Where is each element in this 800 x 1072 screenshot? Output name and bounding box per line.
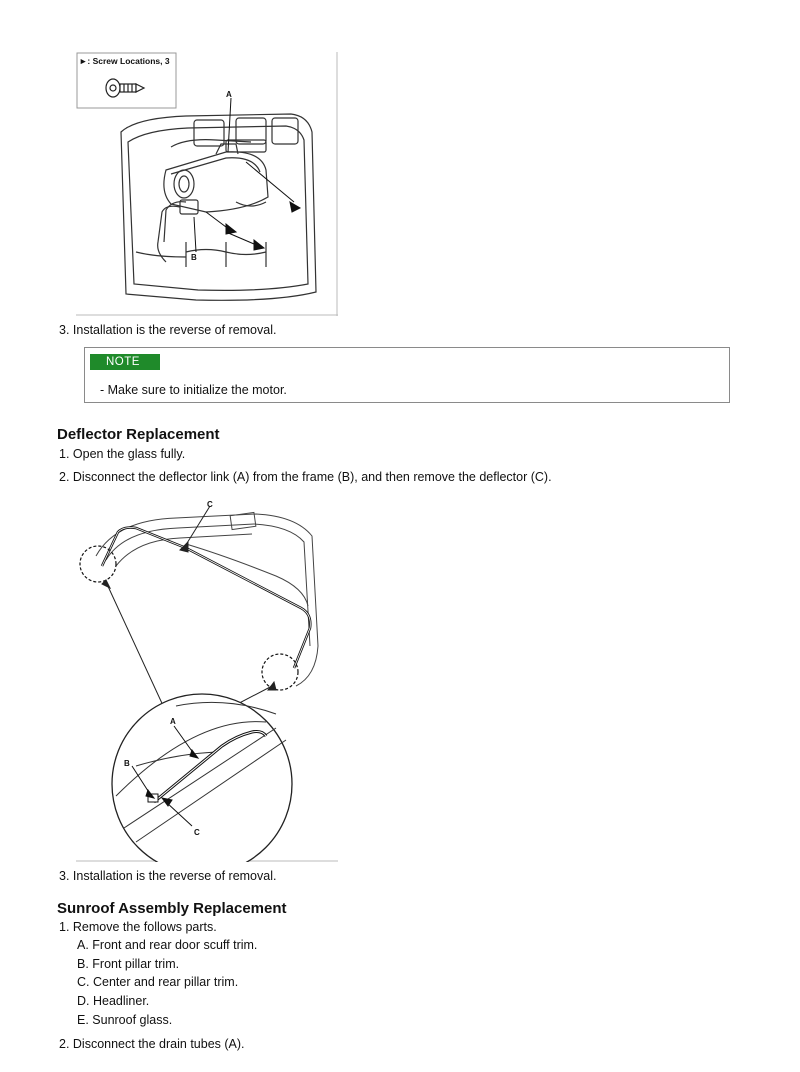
deflector-step-1: 1. Open the glass fully. [59,447,186,461]
deflector-illustration [76,496,338,862]
label-c-top: C [207,500,213,509]
note-badge: NOTE [90,354,160,370]
screw-icon [106,79,144,97]
sunroof-step-1: 1. Remove the follows parts. [59,920,217,934]
motor-illustration [76,52,338,316]
sunroof-step-2: 2. Disconnect the drain tubes (A). [59,1037,245,1051]
sunroof-part-e: E. Sunroof glass. [77,1013,173,1027]
label-a: A [226,90,232,99]
sunroof-part-c: C. Center and rear pillar trim. [77,975,239,989]
deflector-step-2: 2. Disconnect the deflector link (A) from the frame (B), and then remove the deflector (C). [59,470,552,484]
label-c-magnified: C [194,828,200,837]
note-box [84,347,730,403]
sunroof-part-d: D. Headliner. [77,994,150,1008]
legend-text: ►: Screw Locations, 3 [79,56,170,66]
step-3-text: 3. Installation is the reverse of removal. [59,323,277,337]
deflector-heading: Deflector Replacement [57,426,220,443]
sunroof-heading: Sunroof Assembly Replacement [57,900,287,917]
deflector-step-3: 3. Installation is the reverse of removal. [59,869,277,883]
label-b-magnified: B [124,759,130,768]
detail-circle-left [80,546,116,582]
label-a-magnified: A [170,717,176,726]
detail-circle-right [262,654,298,690]
note-text: - Make sure to initialize the motor. [100,383,287,397]
sunroof-part-a: A. Front and rear door scuff trim. [77,938,258,952]
label-b: B [191,253,197,262]
deflector-figure [76,496,338,862]
motor-figure [76,52,338,316]
sunroof-part-b: B. Front pillar trim. [77,957,180,971]
magnified-detail-circle [112,694,292,862]
